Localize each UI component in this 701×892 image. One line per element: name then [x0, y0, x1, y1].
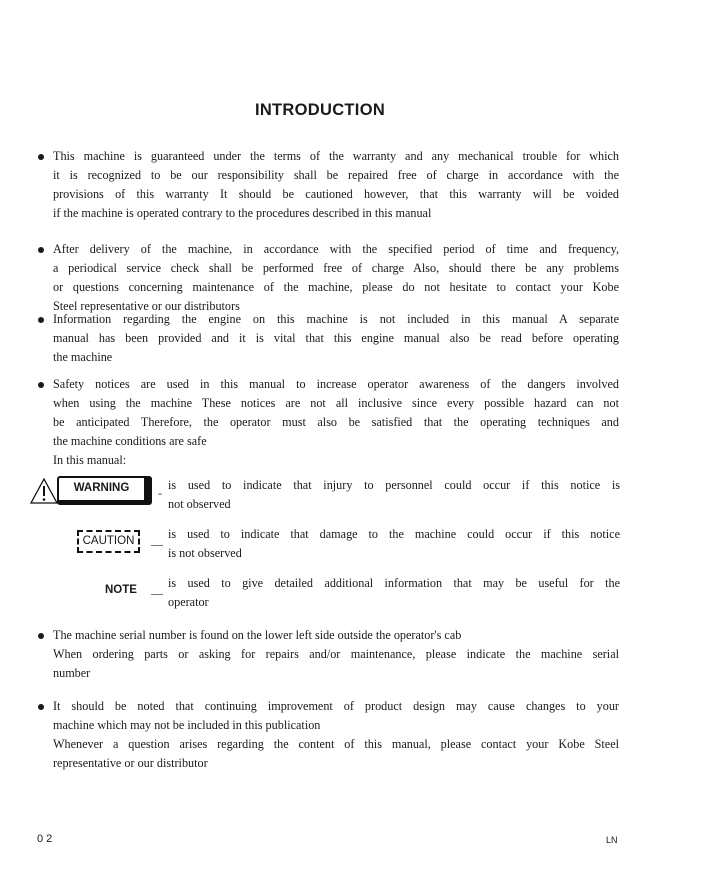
- text-line: It should be noted that continuing improvement of product design may cause changes to your: [53, 699, 619, 713]
- text-line: Steel representative or our distributors: [53, 299, 240, 313]
- text-line: a periodical service check shall be performed free of charge Also, should there be any problems: [53, 261, 619, 275]
- note-description: [168, 574, 620, 612]
- paragraph-safety: [53, 375, 619, 470]
- note-label: NOTE: [105, 584, 137, 596]
- dash: —: [151, 586, 163, 600]
- note-notice: [105, 574, 625, 614]
- text-line: Information regarding the engine on this machine is not included in this manual A separate: [53, 312, 619, 326]
- text-line: Whenever a question arises regarding the content of this manual, please contact your Kobe Steel: [53, 737, 619, 751]
- text-line: is used to indicate that injury to personnel could occur if this notice is: [168, 478, 620, 492]
- bullet-icon: [38, 633, 44, 639]
- caution-notice: [77, 525, 627, 565]
- text-line: representative or our distributor: [53, 756, 208, 770]
- text-line: Safety notices are used in this manual to increase operator awareness of the dangers involved: [53, 377, 619, 391]
- text-line: is used to give detailed additional information that may be useful for the: [168, 576, 620, 590]
- text-line: the machine: [53, 350, 113, 364]
- text-line: machine which may not be included in this publication: [53, 718, 321, 732]
- paragraph-warranty: [53, 147, 619, 223]
- bullet-icon: [38, 382, 44, 388]
- text-line: provisions of this warranty It should be cautioned however, that this warranty will be voided: [53, 187, 619, 201]
- paragraph-engine: [53, 310, 619, 367]
- text-line: when using the machine These notices are not all inclusive since every possible hazard can not: [53, 396, 619, 410]
- text-line: number: [53, 666, 91, 680]
- text-line: manual has been provided and it is vital that this engine manual also be read before operating: [53, 331, 619, 345]
- warning-label: WARNING: [57, 476, 152, 505]
- paragraph-improvement: [53, 697, 619, 773]
- dash: -: [158, 486, 162, 500]
- text-line: When ordering parts or asking for repairs and/or maintenance, please indicate the machine serial: [53, 647, 619, 661]
- page-title: INTRODUCTION: [254, 101, 386, 119]
- bullet-icon: [38, 247, 44, 253]
- text-line: is not observed: [168, 546, 242, 560]
- text-line: if the machine is operated contrary to the procedures described in this manual: [53, 206, 432, 220]
- bullet-icon: [38, 704, 44, 710]
- warning-notice: [30, 476, 630, 516]
- paragraph-service: [53, 240, 619, 316]
- text-line: The machine serial number is found on the lower left side outside the operator's cab: [53, 628, 462, 642]
- caution-description: [168, 525, 620, 563]
- document-code: LN: [606, 835, 618, 845]
- text-line: is used to indicate that damage to the machine could occur if this notice: [168, 527, 620, 541]
- text-line: operator: [168, 595, 209, 609]
- text-line: In this manual:: [53, 453, 127, 467]
- text-line: it is recognized to be our responsibility shall be repaired free of charge in accordance with the: [53, 168, 619, 182]
- caution-label: CAUTION: [77, 530, 140, 553]
- dash: —: [151, 537, 163, 551]
- warning-description: [168, 476, 620, 514]
- text-line: This machine is guaranteed under the terms of the warranty and any mechanical trouble for which: [53, 149, 619, 163]
- bullet-icon: [38, 154, 44, 160]
- text-line: be anticipated Therefore, the operator must also be satisfied that the operating techniques and: [53, 415, 619, 429]
- paragraph-serial-number: [53, 626, 619, 683]
- text-line: After delivery of the machine, in accordance with the specified period of time and frequency,: [53, 242, 619, 256]
- text-line: or questions concerning maintenance of the machine, please do not hesitate to contact your Kobe: [53, 280, 619, 294]
- text-line: the machine conditions are safe: [53, 434, 207, 448]
- warning-triangle-icon: [30, 478, 58, 504]
- bullet-icon: [38, 317, 44, 323]
- page-number: 0 2: [37, 833, 53, 845]
- text-line: not observed: [168, 497, 231, 511]
